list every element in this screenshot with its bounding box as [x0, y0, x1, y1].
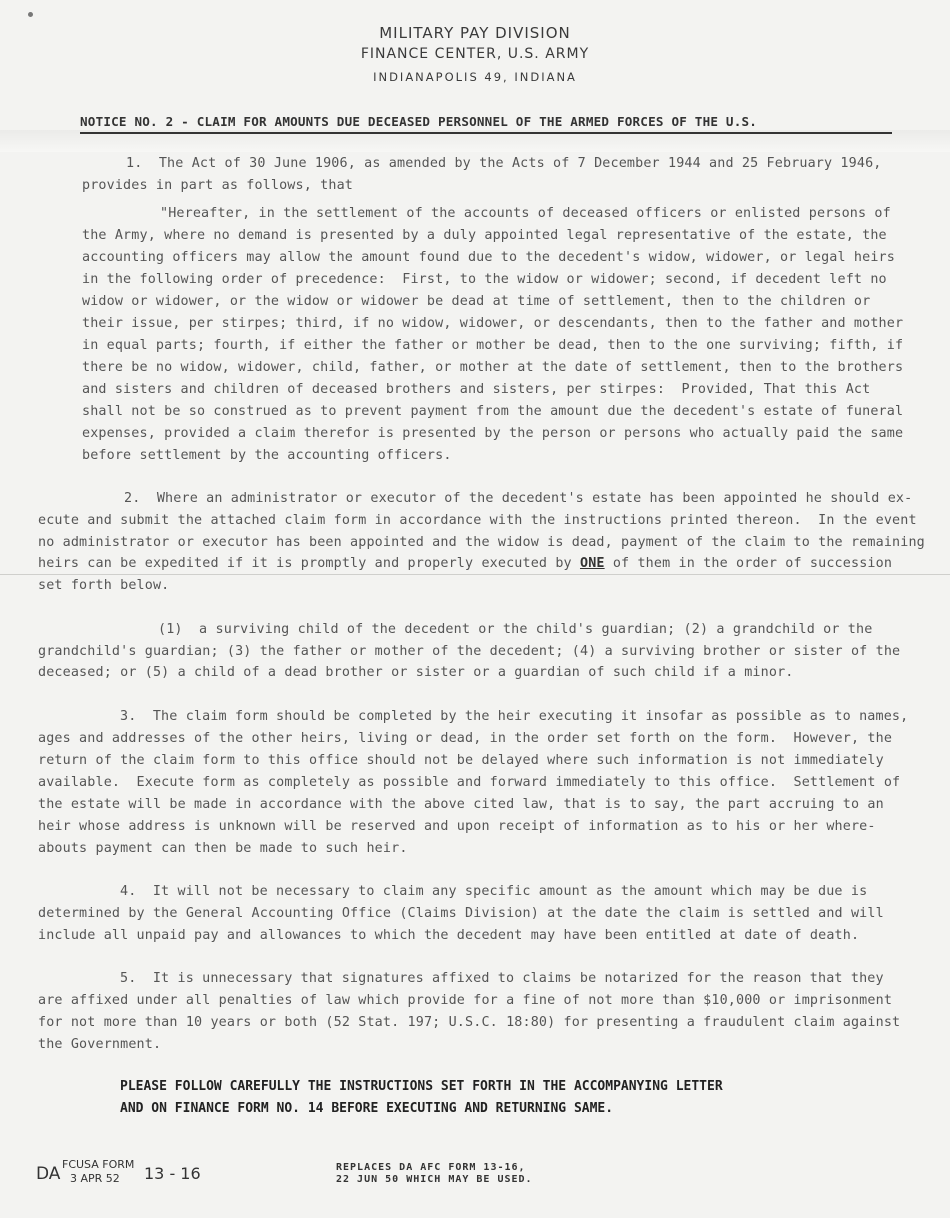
- para2-line4-end: of them in the order of succession: [604, 556, 893, 571]
- para5-line: 5. It is unnecessary that signatures affixed to claims be notarized for the reason that they: [120, 971, 884, 986]
- para2-line: 2. Where an administrator or executor of the decedent's estate has been appointed he should ex-: [124, 491, 913, 506]
- quote-line: expenses, provided a claim therefor is presented by the person or persons who actually paid the same: [82, 426, 904, 441]
- quote-line: shall not be so construed as to prevent payment from the amount due the decedent's estate of funeral: [82, 404, 904, 419]
- para2-line4-start: heirs can be expedited if it is promptly and properly executed by: [38, 556, 580, 571]
- quote-line: widow or widower, or the widow or widower be dead at time of settlement, then to the children or: [82, 294, 871, 309]
- para3-line: return of the claim form to this office should not be delayed where such information is not immediately: [38, 753, 884, 768]
- form-number: 13 - 16: [144, 1164, 201, 1183]
- para1-line: provides in part as follows, that: [82, 178, 353, 193]
- replaces-note: [336, 1162, 533, 1186]
- title-underline: [80, 132, 892, 134]
- succession-line: deceased; or (5) a child of a dead brother or sister or a guardian of such child if a minor.: [38, 665, 794, 680]
- instructions-line: PLEASE FOLLOW CAREFULLY THE INSTRUCTIONS SET FORTH IN THE ACCOMPANYING LETTER: [120, 1079, 723, 1094]
- para2-line: [38, 556, 892, 571]
- header-location: INDIANAPOLIS 49, INDIANA: [373, 70, 577, 84]
- quote-line: and sisters and children of deceased brothers and sisters, per stirpes: Provided, That this Act: [82, 382, 871, 397]
- header-division: MILITARY PAY DIVISION: [379, 24, 571, 42]
- para2-line: no administrator or executor has been appointed and the widow is dead, payment of the claim to the remaining: [38, 535, 925, 550]
- para3-line: the estate will be made in accordance with the above cited law, that is to say, the part accruing to an: [38, 797, 884, 812]
- para3-line: ages and addresses of the other heirs, living or dead, in the order set forth on the form. However, the: [38, 731, 893, 746]
- form-fcusa-label: FCUSA FORM: [62, 1158, 135, 1171]
- replaces-line: REPLACES DA AFC FORM 13-16,: [336, 1162, 526, 1173]
- quote-line: there be no widow, widower, child, father, or mother at the date of settlement, then to the brothers: [82, 360, 904, 375]
- para4-line: determined by the General Accounting Office (Claims Division) at the date the claim is settled and will: [38, 906, 884, 921]
- quote-line: accounting officers may allow the amount found due to the decedent's widow, widower, or legal heirs: [82, 250, 895, 265]
- quote-line: the Army, where no demand is presented by a duly appointed legal representative of the estate, the: [82, 228, 887, 243]
- para3-line: abouts payment can then be made to such heir.: [38, 841, 408, 856]
- para4-line: 4. It will not be necessary to claim any specific amount as the amount which may be due is: [120, 884, 868, 899]
- quote-line: in the following order of precedence: First, to the widow or widower; second, if decedent left no: [82, 272, 887, 287]
- para5-line: are affixed under all penalties of law which provide for a fine of not more than $10,000 or imprisonment: [38, 993, 893, 1008]
- form-da-label: DA: [36, 1164, 61, 1184]
- para1-line: 1. The Act of 30 June 1906, as amended by the Acts of 7 December 1944 and 25 February 1946,: [126, 156, 882, 171]
- quote-line: in equal parts; fourth, if either the father or mother be dead, then to the one surviving; fifth, if: [82, 338, 904, 353]
- form-date: 3 APR 52: [70, 1172, 120, 1185]
- para4-line: include all unpaid pay and allowances to which the decedent may have been entitled at date of death.: [38, 928, 860, 943]
- page-speck: [28, 12, 33, 17]
- succession-line: grandchild's guardian; (3) the father or mother of the decedent; (4) a surviving brother or sister of the: [38, 644, 901, 659]
- quote-line: their issue, per stirpes; third, if no widow, widower, or descendants, then to the father and mother: [82, 316, 904, 331]
- paper-fold-line: [0, 574, 950, 575]
- succession-line: (1) a surviving child of the decedent or the child's guardian; (2) a grandchild or the: [158, 622, 873, 637]
- para5-line: for not more than 10 years or both (52 Stat. 197; U.S.C. 18:80) for presenting a fraudulent claim against: [38, 1015, 901, 1030]
- para2-line: ecute and submit the attached claim form in accordance with the instructions printed thereon. In the event: [38, 513, 917, 528]
- para3-line: heir whose address is unknown will be reserved and upon receipt of information as to his or her where-: [38, 819, 876, 834]
- quote-line: "Hereafter, in the settlement of the accounts of deceased officers or enlisted persons of: [160, 206, 891, 221]
- para3-line: available. Execute form as completely as possible and forward immediately to this office. Settlement of: [38, 775, 901, 790]
- emphasis-one: ONE: [579, 556, 605, 571]
- instructions-line: AND ON FINANCE FORM NO. 14 BEFORE EXECUTING AND RETURNING SAME.: [120, 1101, 614, 1116]
- replaces-line: 22 JUN 50 WHICH MAY BE USED.: [336, 1174, 533, 1185]
- notice-title: NOTICE NO. 2 - CLAIM FOR AMOUNTS DUE DECEASED PERSONNEL OF THE ARMED FORCES OF THE U.S.: [80, 114, 758, 129]
- para5-line: the Government.: [38, 1037, 162, 1052]
- header-finance-center: FINANCE CENTER, U.S. ARMY: [360, 46, 590, 62]
- quote-line: before settlement by the accounting officers.: [82, 448, 452, 463]
- para2-line: set forth below.: [38, 578, 170, 593]
- para3-line: 3. The claim form should be completed by the heir executing it insofar as possible as to names,: [120, 709, 909, 724]
